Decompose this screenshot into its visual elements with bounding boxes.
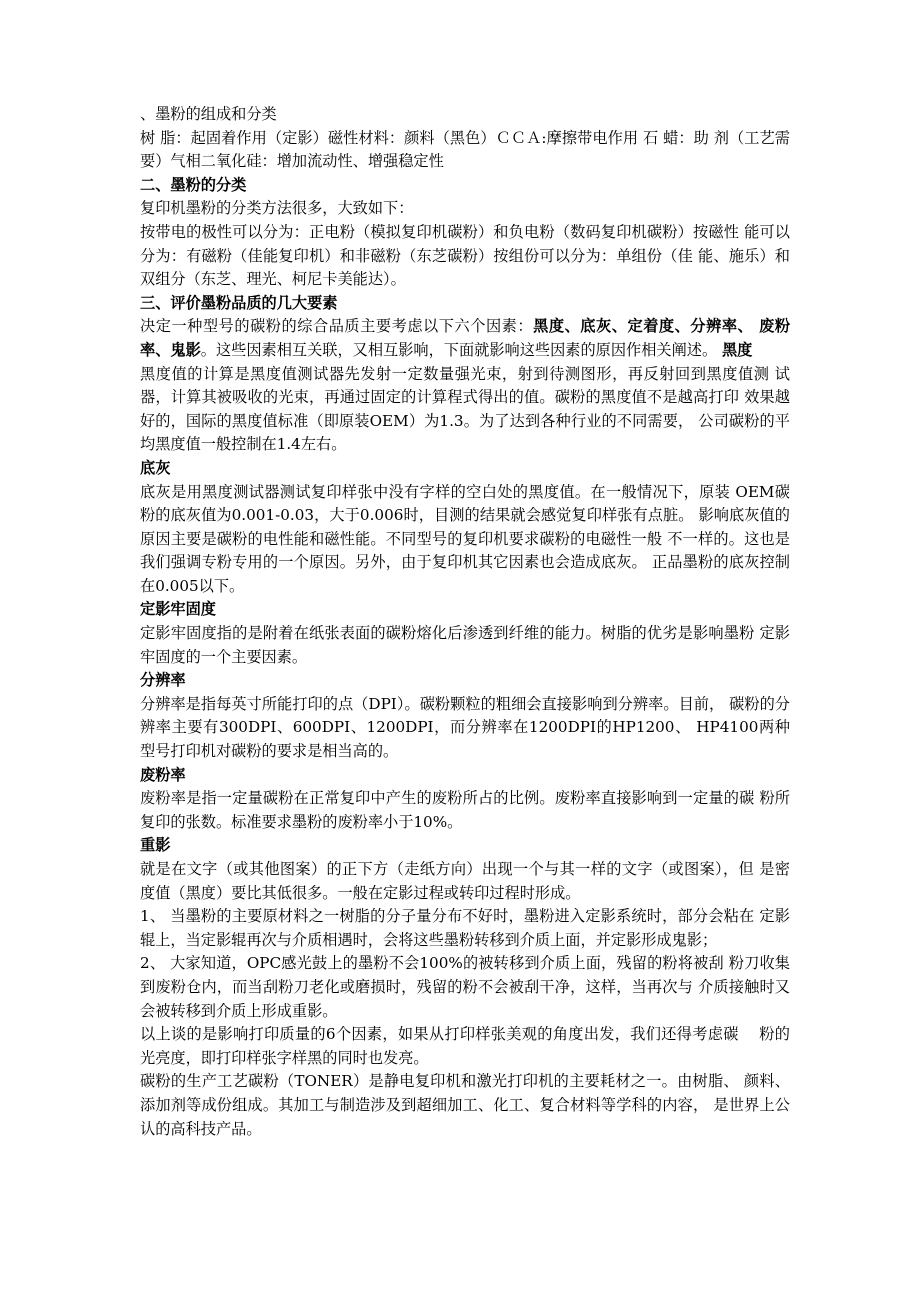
emphasis-run-3: 黑度 [721,340,753,359]
heading-three-quality-factors: 三、评价墨粉品质的几大要素 [140,293,338,312]
ghosting-cause-item-1: 1、 当墨粉的主要原材料之一树脂的分子量分布不好时，墨粉进入定影系统时，部分会粘在 定影辊上，当定影辊再次与介质相遇时，会将这些墨粉转移到介质上面，并定影形成鬼影； [140,907,790,949]
fixing-fastness-paragraph: 定影牢固度指的是附着在纸张表面的碳粉熔化后渗透到纤维的能力。树脂的优劣是影响墨粉 定影牢固度的一个主要因素。 [140,624,790,666]
background-gray-paragraph: 底灰是用黑度测试器测试复印样张中没有字样的空白处的黑度值。在一般情况下，原装 OEM碳粉的底灰值为0.001-0.03，大于0.006时，目测的结果就会感觉复印样张有点脏。 影响底灰值的原因主要是碳粉的电性能和磁性能。不同型号的复印机要求碳粉的电磁性一般 不一样的。这也是我们强调专粉专用的一个原因。另外，由于复印机其它因素也会造成底灰。 正品墨粉的底灰控制在0.005以下。 [140,482,790,595]
classification-detail: 按带电的极性可以分为：正电粉（模拟复印机碳粉）和负电粉（数码复印机碳粉）按磁性 能可以分为：有磁粉（佳能复印机）和非磁粉（东芝碳粉）按组份可以分为：单组份（佳 能、施乐）和双组分（东芝、理光、柯尼卡美能达）。 [140,222,790,289]
text-run-2: 。这些因素相互关联，又相互影响，下面就影响这些因素的原因作相关阐述。 [200,340,722,359]
summary-paragraph: 以上谈的是影响打印质量的6个因素，如果从打印样张美观的角度出发，我们还得考虑碳 粉的光亮度，即打印样张字样黑的同时也发亮。 [140,1025,790,1067]
subheading-ghosting: 重影 [140,836,171,855]
text-run-0: 决定一种型号的碳粉的综合品质主要考虑以下六个因素： [140,317,534,336]
document-body [140,103,790,1141]
subheading-resolution: 分辨率 [140,671,186,690]
quality-factors-paragraph [140,315,790,362]
resolution-paragraph: 分辨率是指每英寸所能打印的点（DPI）。碳粉颗粒的粗细会直接影响到分辨率。目前， 碳粉的分辨率主要有300DPI、600DPI、1200DPI，而分辨率在1200DPI的HP1200、 HP4100两种型号打印机对碳粉的要求是相当高的。 [140,694,790,761]
subheading-background-gray: 底灰 [140,458,171,477]
classification-intro: 复印机墨粉的分类方法很多，大致如下： [140,199,414,218]
composition-paragraph: 树 脂：起固着作用（定影）磁性材料：颜料（黑色）ＣＣＡ:摩擦带电作用 石 蜡：助 剂（工艺需要）气相二氧化硅：增加流动性、增强稳定性 [140,128,790,171]
blackness-paragraph: 黑度值的计算是黑度值测试器先发射一定数量强光束，射到待测图形，再反射回到黑度值测 试器，计算其被吸收的光束，再通过固定的计算程式得出的值。碳粉的黑度值不是越高打印 效果越好的，国际的黑度值标准（即原装OEM）为1.3。为了达到各种行业的不同需要， 公司碳粉的平均黑度值一般控制在1.4左右。 [140,364,790,454]
intro-title-line: 、墨粉的组成和分类 [140,105,277,123]
waste-toner-rate-paragraph: 废粉率是指一定量碳粉在正常复印中产生的废粉所占的比例。废粉率直接影响到一定量的碳 粉所复印的张数。标准要求墨粉的废粉率小于10%。 [140,789,790,831]
toner-production-paragraph: 碳粉的生产工艺碳粉（TONER）是静电复印机和激光打印机的主要耗材之一。由树脂、 颜料、添加剂等成份组成。其加工与制造涉及到超细加工、化工、复合材料等学科的内容， 是世界上公认的高科技产品。 [140,1072,790,1138]
heading-two-classification: 二、墨粉的分类 [140,175,247,194]
subheading-fixing-fastness: 定影牢固度 [140,600,216,619]
subheading-waste-toner-rate: 废粉率 [140,765,186,784]
ghosting-paragraph: 就是在文字（或其他图案）的正下方（走纸方向）出现一个与其一样的文字（或图案），但 是密度值（黑度）要比其低很多。一般在定影过程或转印过程时形成。 [140,860,790,902]
ghosting-cause-item-2: 2、 大家知道，OPC感光鼓上的墨粉不会100%的被转移到介质上面，残留的粉将被刮 粉刀收集到废粉仓内，而当刮粉刀老化或磨损时，残留的粉不会被刮干净，这样，当再次与 介质接触时又会被转移到介质上形成重影。 [140,954,790,1020]
emphasis-run-1: 黑度、底灰、定着度、分辨率、 废粉率、鬼影 [140,317,791,359]
